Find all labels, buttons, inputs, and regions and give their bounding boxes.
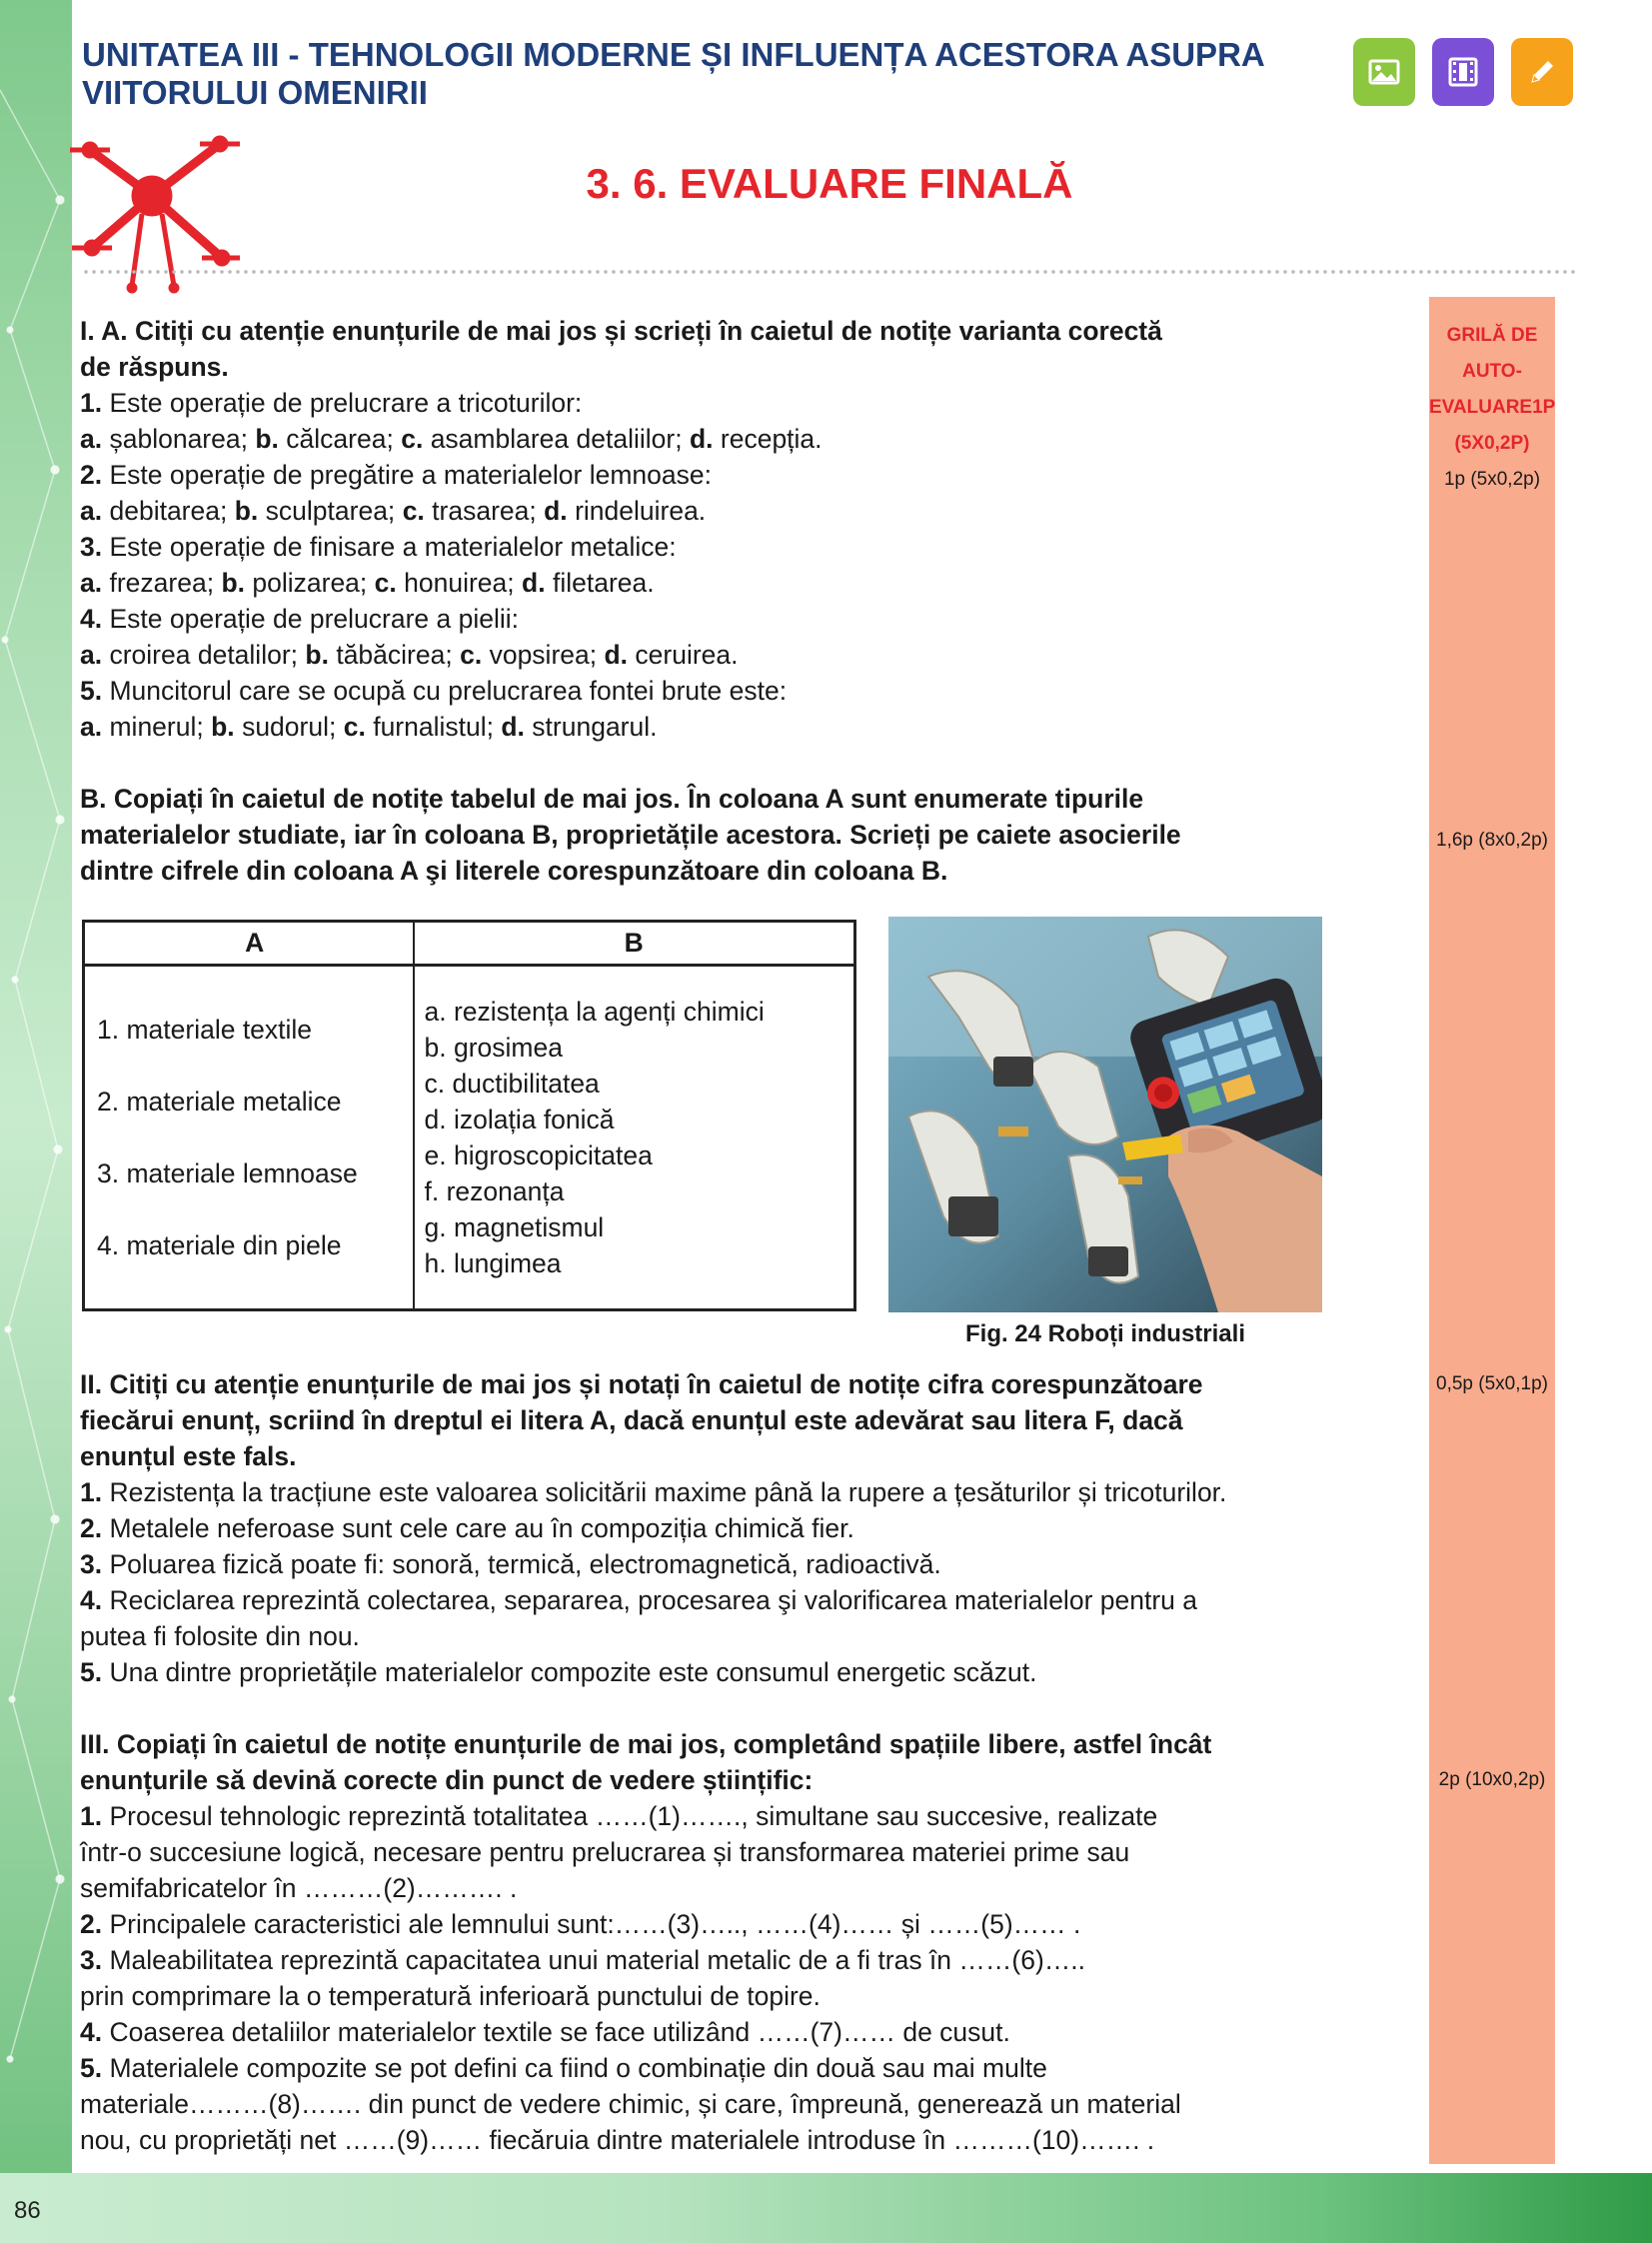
question-text: Este operație de prelucrare a pielii:: [109, 604, 519, 634]
answer-options: [80, 565, 1369, 601]
option-text: trasarea;: [432, 496, 537, 526]
question-item: [80, 529, 1369, 565]
statement-number: 1.: [80, 1477, 103, 1507]
fill-text: Materialele compozite se pot defini ca fiind o combinație din două sau mai multe: [109, 2053, 1047, 2083]
unit-title-line-1: UNITATEA III - TEHNOLOGII MODERNE ȘI INFLUENȚA ACESTORA ASUPRA: [82, 36, 1265, 73]
table-cell: b. grosimea: [424, 1033, 563, 1063]
table-cell: 4. materiale din piele: [97, 1230, 342, 1260]
option-letter: a.: [80, 712, 103, 742]
fill-item: [80, 1798, 1369, 1834]
statement-item: [80, 1510, 1369, 1546]
option-letter: b.: [255, 424, 279, 454]
table-cell: 3. materiale lemnoase: [97, 1158, 358, 1188]
option-letter: d.: [501, 712, 525, 742]
fill-text: semifabricatelor în ………(2)………. .: [80, 1873, 518, 1903]
question-item: [80, 673, 1369, 709]
fill-item: [80, 1942, 1369, 1978]
option-text: ceruirea.: [635, 640, 739, 670]
statement-text: Reciclarea reprezintă colectarea, separarea, procesarea şi valorificarea materialelor pentru a: [109, 1585, 1197, 1615]
question-text: Este operație de prelucrare a tricoturilor:: [109, 388, 583, 418]
fill-item: [80, 2014, 1369, 2050]
question-number: 5.: [80, 676, 103, 706]
grading-header-line: GRILĂ DE: [1446, 325, 1538, 346]
table-header-b: B: [414, 922, 855, 966]
option-text: minerul;: [109, 712, 204, 742]
grading-header-line: EVALUARE1P: [1429, 397, 1556, 418]
question-number: 2.: [80, 460, 103, 490]
option-letter: a.: [80, 568, 103, 598]
option-text: polizarea;: [252, 568, 368, 598]
question-text: Este operație de pregătire a materialelor lemnoase:: [109, 460, 712, 490]
table-cell: g. magnetismul: [424, 1212, 605, 1242]
option-text: debitarea;: [109, 496, 228, 526]
item-number: 4.: [80, 2017, 103, 2047]
statement-number: 4.: [80, 1585, 103, 1615]
instruction-text: de răspuns.: [80, 352, 229, 382]
unit-title: [82, 36, 1301, 112]
option-letter: c.: [402, 496, 425, 526]
option-letter: b.: [305, 640, 329, 670]
question-item: [80, 457, 1369, 493]
statement-text: putea fi folosite din nou.: [80, 1621, 360, 1651]
option-text: strungarul.: [532, 712, 658, 742]
grading-header-line: AUTO-: [1462, 361, 1522, 382]
option-letter: d.: [522, 568, 546, 598]
option-text: asamblarea detaliilor;: [430, 424, 683, 454]
divider: [82, 268, 1575, 278]
page-number: 86: [14, 2197, 41, 2224]
option-text: călcarea;: [286, 424, 394, 454]
fill-item: [80, 1906, 1369, 1942]
statement-item: [80, 1546, 1369, 1582]
table-cell: 2. materiale metalice: [97, 1087, 342, 1117]
fill-text: prin comprimare la o temperatură inferioară punctului de topire.: [80, 1981, 821, 2011]
option-letter: d.: [604, 640, 629, 670]
section-title: 3. 6. EVALUARE FINALĂ: [586, 160, 1073, 207]
statement-text: Metalele neferoase sunt cele care au în compoziția chimică fier.: [109, 1513, 854, 1543]
section-3: [80, 1726, 1369, 2158]
column-b-cell: [414, 966, 855, 1310]
item-number: 2.: [80, 1909, 103, 1939]
statement-text: Rezistența la tracțiune este valoarea solicitării maxime până la rupere a țesăturilor și tricoturilor.: [109, 1477, 1227, 1507]
section-2: [80, 1366, 1369, 1690]
item-number: 1.: [80, 1801, 103, 1831]
option-text: croirea detalilor;: [109, 640, 299, 670]
fill-text: Principalele caracteristici ale lemnului sunt:……(3)….., ……(4)…… și ……(5)…… .: [109, 1909, 1081, 1939]
matching-table: [82, 920, 856, 1311]
grading-header: [1429, 318, 1555, 462]
question-number: 3.: [80, 532, 103, 562]
fill-text: materiale………(8)……. din punct de vedere chimic, și care, împreună, generează un material: [80, 2089, 1181, 2119]
image-icon[interactable]: [1353, 38, 1415, 106]
option-letter: d.: [544, 496, 568, 526]
fill-item: [80, 2050, 1369, 2086]
section-1b-instruction: [80, 781, 1369, 889]
fill-text: Maleabilitatea reprezintă capacitatea unui material metalic de a fi tras în ……(6)…..: [109, 1945, 1086, 1975]
item-number: 3.: [80, 1945, 103, 1975]
green-network-decoration: [0, 0, 72, 2243]
option-text: honuirea;: [404, 568, 515, 598]
instruction-text: dintre cifrele din coloana A şi literele corespunzătoare din coloana B.: [80, 856, 948, 886]
option-text: tăbăcirea;: [336, 640, 453, 670]
instruction-text: I. A. Citiți cu atenție enunțurile de mai jos și scrieți în caietul de notițe varianta corectă: [80, 316, 1162, 346]
option-letter: d.: [689, 424, 714, 454]
instruction-text: materialelor studiate, iar în coloana B, proprietățile acestora. Scrieți pe caiete asocierile: [80, 820, 1181, 850]
column-a-cell: [84, 966, 414, 1310]
fill-text: într-o succesiune logică, necesare pentru prelucrarea și transformarea materiei prime sau: [80, 1837, 1130, 1867]
option-letter: b.: [211, 712, 235, 742]
table-cell: a. rezistența la agenți chimici: [424, 997, 765, 1027]
fill-text: Procesul tehnologic reprezintă totalitatea ……(1)……., simultane sau succesive, realizate: [109, 1801, 1158, 1831]
statement-text: Una dintre proprietățile materialelor compozite este consumul energetic scăzut.: [109, 1657, 1037, 1687]
film-icon[interactable]: [1432, 38, 1494, 106]
answer-options: [80, 493, 1369, 529]
grade-item-3: 2p (10x0,2p): [1438, 1769, 1546, 1790]
option-text: sculptarea;: [265, 496, 396, 526]
instruction-text: fiecărui enunț, scriind în dreptul ei litera A, dacă enunțul este adevărat sau litera F, dacă: [80, 1405, 1183, 1435]
table-cell: h. lungimea: [424, 1248, 562, 1278]
option-letter: c.: [343, 712, 366, 742]
grade-item-1A: 1p (5x0,2p): [1443, 469, 1541, 490]
question-number: 1.: [80, 388, 103, 418]
instruction-text: enunțurile să devină corecte din punct de vedere științific:: [80, 1765, 814, 1795]
figure-caption: Fig. 24 Roboți industriali: [964, 1320, 1245, 1347]
section-1a: [80, 313, 1369, 745]
statement-item: [80, 1582, 1369, 1618]
option-letter: c.: [401, 424, 424, 454]
fill-text: nou, cu proprietăți net ……(9)…… fiecăruia dintre materialele introduse în ………(10)……. .: [80, 2125, 1155, 2155]
option-text: sudorul;: [242, 712, 337, 742]
statement-item: [80, 1654, 1369, 1690]
option-text: frezarea;: [109, 568, 215, 598]
statement-number: 5.: [80, 1657, 103, 1687]
table-cell: f. rezonanța: [424, 1176, 565, 1206]
statement-item: [80, 1474, 1369, 1510]
pencil-icon[interactable]: [1511, 38, 1573, 106]
grade-item-2: 0,5p (5x0,1p): [1436, 1373, 1548, 1394]
option-letter: b.: [221, 568, 245, 598]
option-text: filetarea.: [552, 568, 655, 598]
question-item: [80, 601, 1369, 637]
table-header-a: A: [84, 922, 414, 966]
instruction-text: enunțul este fals.: [80, 1441, 297, 1471]
grading-header-line: (5X0,2P): [1454, 433, 1530, 454]
table-cell: 1. materiale textile: [97, 1015, 313, 1045]
option-text: rindeluirea.: [575, 496, 707, 526]
industrial-robots-photo: [888, 917, 1322, 1312]
instruction-text: II. Citiți cu atenție enunțurile de mai jos și notați în caietul de notițe cifra corespunzătoare: [80, 1369, 1203, 1399]
fill-text: Coaserea detaliilor materialelor textile se face utilizând ……(7)…… de cusut.: [109, 2017, 1010, 2047]
option-text: vopsirea;: [489, 640, 598, 670]
unit-title-line-2: VIITORULUI OMENIRII: [82, 74, 428, 111]
option-letter: a.: [80, 424, 103, 454]
grading-sidebar: [1429, 297, 1555, 2164]
option-letter: a.: [80, 640, 103, 670]
item-number: 5.: [80, 2053, 103, 2083]
option-letter: a.: [80, 496, 103, 526]
answer-options: [80, 421, 1369, 457]
statement-text: Poluarea fizică poate fi: sonoră, termică, electromagnetică, radioactivă.: [109, 1549, 941, 1579]
option-text: furnalistul;: [373, 712, 494, 742]
question-number: 4.: [80, 604, 103, 634]
option-letter: b.: [234, 496, 259, 526]
option-letter: c.: [460, 640, 483, 670]
grade-item-1B: 1,6p (8x0,2p): [1436, 830, 1548, 851]
footer-decoration: [0, 2173, 1652, 2243]
question-item: [80, 385, 1369, 421]
statement-number: 2.: [80, 1513, 103, 1543]
instruction-text: B. Copiați în caietul de notițe tabelul de mai jos. În coloana A sunt enumerate tipurile: [80, 784, 1144, 814]
instruction-text: III. Copiați în caietul de notițe enunțurile de mai jos, completând spațiile libere, astfel încât: [80, 1729, 1212, 1759]
table-cell: e. higroscopicitatea: [424, 1140, 653, 1170]
answer-options: [80, 637, 1369, 673]
statement-number: 3.: [80, 1549, 103, 1579]
option-letter: c.: [374, 568, 397, 598]
table-cell: d. izolația fonică: [424, 1105, 615, 1134]
table-cell: c. ductibilitatea: [424, 1069, 600, 1099]
answer-options: [80, 709, 1369, 745]
question-text: Este operație de finisare a materialelor metalice:: [109, 532, 677, 562]
question-text: Muncitorul care se ocupă cu prelucrarea fontei brute este:: [109, 676, 788, 706]
option-text: recepția.: [720, 424, 823, 454]
option-text: șablonarea;: [109, 424, 248, 454]
